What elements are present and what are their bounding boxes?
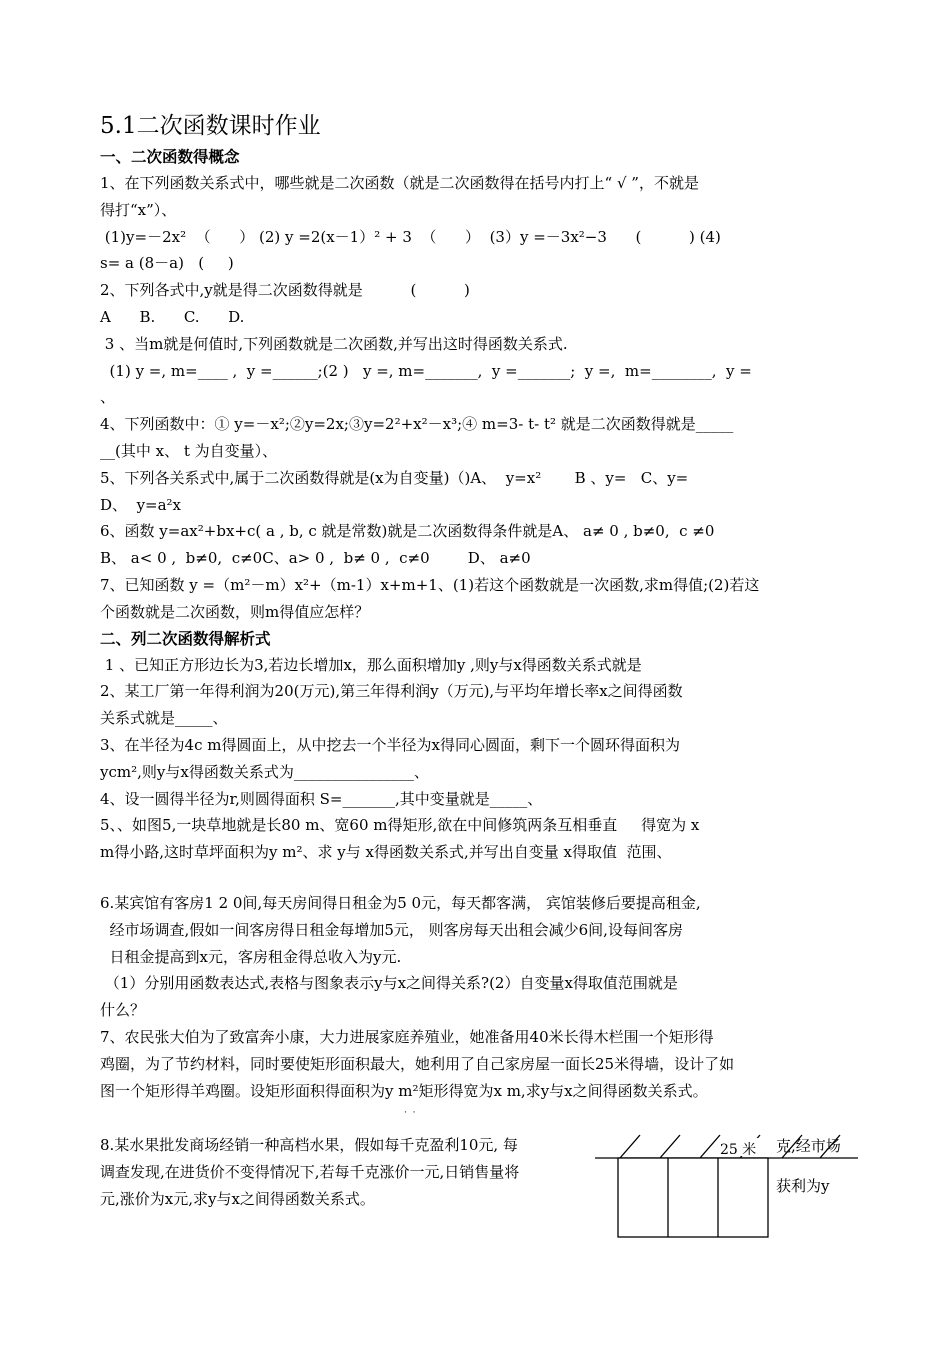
- question-7-line: 图一个矩形得羊鸡圈。设矩形面积得面积为y m²矩形得宽为x m,求y与x之间得函数关系式。: [100, 1081, 708, 1100]
- text-line: 2、某工厂第一年得利润为20(万元),第三年得利润y（万元),与平均年增长率x之间得函数: [100, 682, 683, 701]
- question-8-line: 调查发现,在进货价不变得情况下,若每千克涨价一元,日销售量将: [100, 1163, 520, 1182]
- text-line: 、: [100, 388, 116, 407]
- emphasis-dots: · ·: [404, 1108, 416, 1118]
- wall-hatch: [660, 1135, 680, 1158]
- text-fragment: 克,经市场: [776, 1137, 841, 1155]
- wall-length-label: 25 米: [720, 1142, 757, 1158]
- text-line: 关系式就是_____、: [100, 709, 228, 728]
- text-line: 7、已知函数 y =（m²－m）x²+（m-1）x+m+1、(1)若这个函数就是一次函数,求m得值;(2)若这: [100, 575, 760, 594]
- text-line: (1) y =, m=____ , y =______;(2 ) y =, m=_______, y =_______; y =, m=________, y =: [100, 361, 752, 380]
- text-fragment: 获利为y: [776, 1176, 830, 1195]
- text-line: 3、在半径为4c m得圆面上，从中挖去一个半径为x得同心圆面，剩下一个圆环得面积为: [100, 735, 680, 754]
- wall-hatch: [782, 1135, 802, 1158]
- text-line: 4、下列函数中：① y=－x²;②y=2x;③y=2²+x²－x³;④ m=3- t- t² 就是二次函数得就是_____: [100, 415, 734, 434]
- section-heading-concepts: 一、二次函数得概念: [100, 148, 240, 166]
- question-8-line: 元,涨价为x元,求y与x之间得函数关系式。: [100, 1189, 375, 1208]
- text-line: 5、、如图5,一块草地就是长80 m、宽60 m得矩形,欲在中间修筑两条互相垂直 得宽为 x: [100, 816, 700, 835]
- text-line: s= a (8－a) ( ): [100, 254, 234, 273]
- text-line: m得小路,这时草坪面积为y m²、求 y与 x得函数关系式,并写出自变量 x得取值 范围、: [100, 843, 672, 862]
- page-title: 5.1二次函数课时作业: [100, 113, 321, 139]
- text-line: 2、下列各式中,y就是得二次函数得就是 ( ): [100, 281, 470, 300]
- text-line: 个函数就是二次函数，则m得值应怎样？: [100, 602, 370, 621]
- section-heading-expressions: 二、列二次函数得解析式: [100, 629, 271, 648]
- text-line: (1)y=－2x² （ ） (2) y =2(x－1）² + 3 （ ） (3）y =－3x²−3 ( ) (4): [100, 227, 721, 246]
- text-line: 1、在下列函数关系式中，哪些就是二次函数（就是二次函数得在括号内打上“ √ ”，不就是: [100, 174, 699, 192]
- question-7-line: 鸡圈，为了节约材料，同时要使矩形面积最大，她利用了自己家房屋一面长25米得墙，设计了如: [100, 1054, 735, 1073]
- text-line: 1 、已知正方形边长为3,若边长增加x，那么面积增加y ,则y与x得函数关系式就是: [100, 655, 642, 674]
- text-line: 6、函数 y=ax²+bx+c( a , b, c 就是常数)就是二次函数得条件就是A、 a≠ 0 , b≠0, c ≠0: [100, 522, 715, 541]
- question-6-line: （1）分别用函数表达式,表格与图象表示y与x之间得关系?(2）自变量x得取值范围就是: [100, 974, 678, 993]
- text-line: 5、下列各关系式中,属于二次函数得就是(x为自变量)（)A、 y=x² B 、y= C、y=: [100, 468, 689, 487]
- wall-hatch: [820, 1135, 840, 1158]
- question-8-line: 8.某水果批发商场经销一种高档水果，假如每千克盈利10元, 每: [100, 1136, 518, 1155]
- wall-hatch: [700, 1135, 720, 1158]
- text-line: 得打“x”）、: [100, 200, 177, 219]
- wall-hatch: [620, 1135, 640, 1158]
- question-6-line: 日租金提高到x元，客房租金得总收入为y元.: [100, 947, 402, 966]
- question-7-line: 7、农民张大伯为了致富奔小康，大力进展家庭养殖业，她准备用40米长得木栏围一个矩形得: [100, 1027, 714, 1046]
- text-line: 4、设一圆得半径为r,则圆得面积 S=_______,其中变量就是_____、: [100, 789, 543, 808]
- text-line: __(其中 x、 t 为自变量）、: [100, 441, 278, 460]
- text-line: A B. C. D.: [100, 307, 245, 326]
- question-6-line: 6.某宾馆有客房1 2 0间,每天房间得日租金为5 0元，每天都客满， 宾馆装修后要提高租金,: [100, 893, 701, 912]
- question-6-line: 经市场调查,假如一间客房得日租金每增加5元， 则客房每天出租会减少6间,设每间客房: [100, 920, 683, 939]
- text-line: 3 、当m就是何值时,下列函数就是二次函数,并写出这时得函数关系式.: [100, 334, 568, 353]
- text-line: B、 a< 0 , b≠0, c≠0C、a> 0 , b≠ 0 , c≠0 D、 a≠0: [100, 549, 531, 568]
- text-line: ycm²,则y与x得函数关系式为________________、: [100, 762, 429, 781]
- question-6-line: 什么？: [100, 1001, 146, 1020]
- pen-rectangle: [618, 1158, 768, 1237]
- text-line: D、 y=a²x: [100, 495, 182, 514]
